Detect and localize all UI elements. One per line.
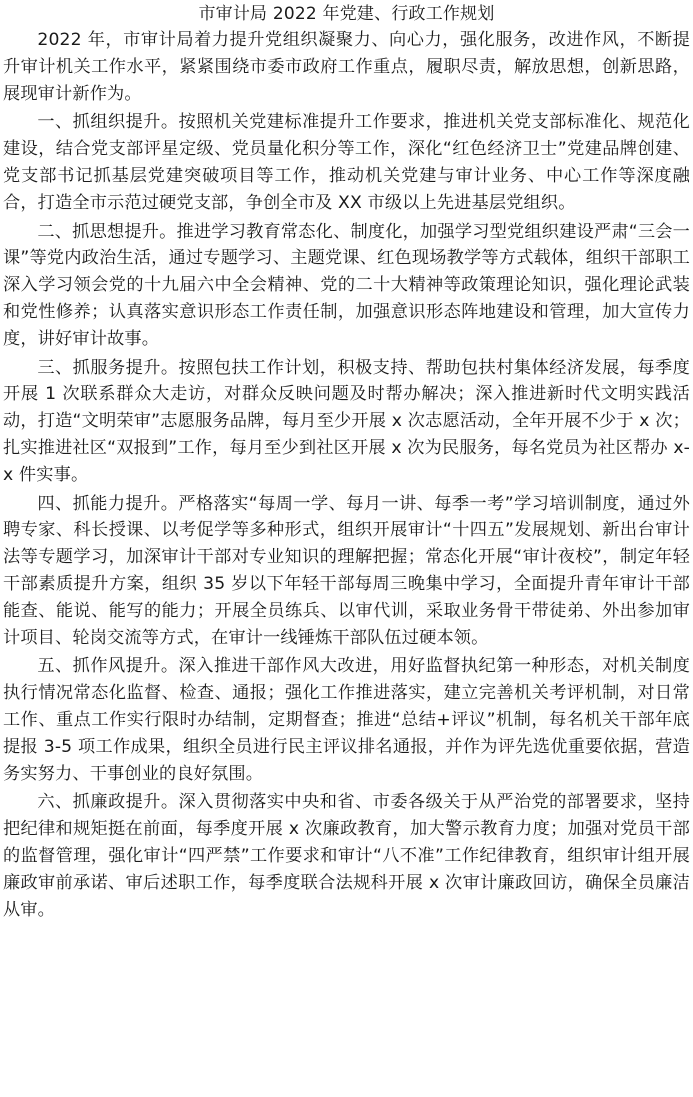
paragraph-capability: 四、抓能力提升。严格落实“每周一学、每月一讲、每季一考”学习培训制度，通过外聘专家、科长授课、以考促学等多种形式，组织开展审计“十四五”发展规划、新出台审计法等专题学习，加深审计干部对专业知识的理解把握；常态化开展“审计夜校”，制定年轻干部素质提升方案，组织 35 岁以下年轻干部每周三晚集中学习，全面提升青年审计干部能查、能说、能写的能力；开展全员练兵、以审代训，采取业务骨干带徒弟、外出参加审计项目、轮岗交流等方式，在审计一线锤炼干部队伍过硬本领。 (3, 493, 690, 648)
paragraph-organization: 一、抓组织提升。按照机关党建标准提升工作要求，推进机关党支部标准化、规范化建设，结合党支部评星定级、党员量化积分等工作，深化“红色经济卫士”党建品牌创建、党支部书记抓基层党建突破项目等工作，推动机关党建与审计业务、中心工作等深度融合，打造全市示范过硬党支部，争创全市及 XX 市级以上先进基层党组织。 (3, 112, 690, 213)
paragraph-work-style: 五、抓作风提升。深入推进干部作风大改进，用好监督执纪第一种形态，对机关制度执行情况常态化监督、检查、通报；强化工作推进落实，建立完善机关考评机制，对日常工作、重点工作实行限时办结制，定期督查；推进“总结+评议”机制，每名机关干部年底提报 3-5 项工作成果，组织全员进行民主评议排名通报，并作为评先选优重要依据，营造务实努力、干事创业的良好氛围。 (3, 656, 690, 784)
paragraph-ideology: 二、抓思想提升。推进学习教育常态化、制度化，加强学习型党组织建设严肃“三会一课”等党内政治生活，通过专题学习、主题党课、红色现场教学等方式载体，组织干部职工深入学习领会党的十九届六中全会精神、党的二十大精神等政策理论知识，强化理论武装和党性修养；认真落实意识形态工作责任制，加强意识形态阵地建设和管理，加大宣传力度，讲好审计故事。 (3, 221, 690, 349)
paragraph-service: 三、抓服务提升。按照包扶工作计划，积极支持、帮助包扶村集体经济发展，每季度开展 1 次联系群众大走访，对群众反映问题及时帮办解决；深入推进新时代文明实践活动，打造“文明荣审”志愿服务品牌，每月至少开展 x 次志愿活动，全年开展不少于 x 次；扎实推进社区“双报到”工作，每月至少到社区开展 x 次为民服务，每名党员为社区帮办 x-x 件实事。 (3, 357, 690, 485)
paragraph-intro: 2022 年，市审计局着力提升党组织凝聚力、向心力，强化服务，改进作风，不断提升审计机关工作水平，紧紧围绕市委市政府工作重点，履职尽责，解放思想，创新思路，展现审计新作为。 (3, 30, 690, 104)
paragraph-integrity: 六、抓廉政提升。深入贯彻落实中央和省、市委各级关于从严治党的部署要求，坚持把纪律和规矩挺在前面，每季度开展 x 次廉政教育，加大警示教育力度；加强对党员干部的监督管理，强化审计“四严禁”工作要求和审计“八不准”工作纪律教育，组织审计组开展廉政审前承诺、审后述职工作，每季度联合法规科开展 x 次审计廉政回访，确保全员廉洁从审。 (3, 792, 690, 920)
document-title: 市审计局 2022 年党建、行政工作规划 (198, 4, 495, 24)
